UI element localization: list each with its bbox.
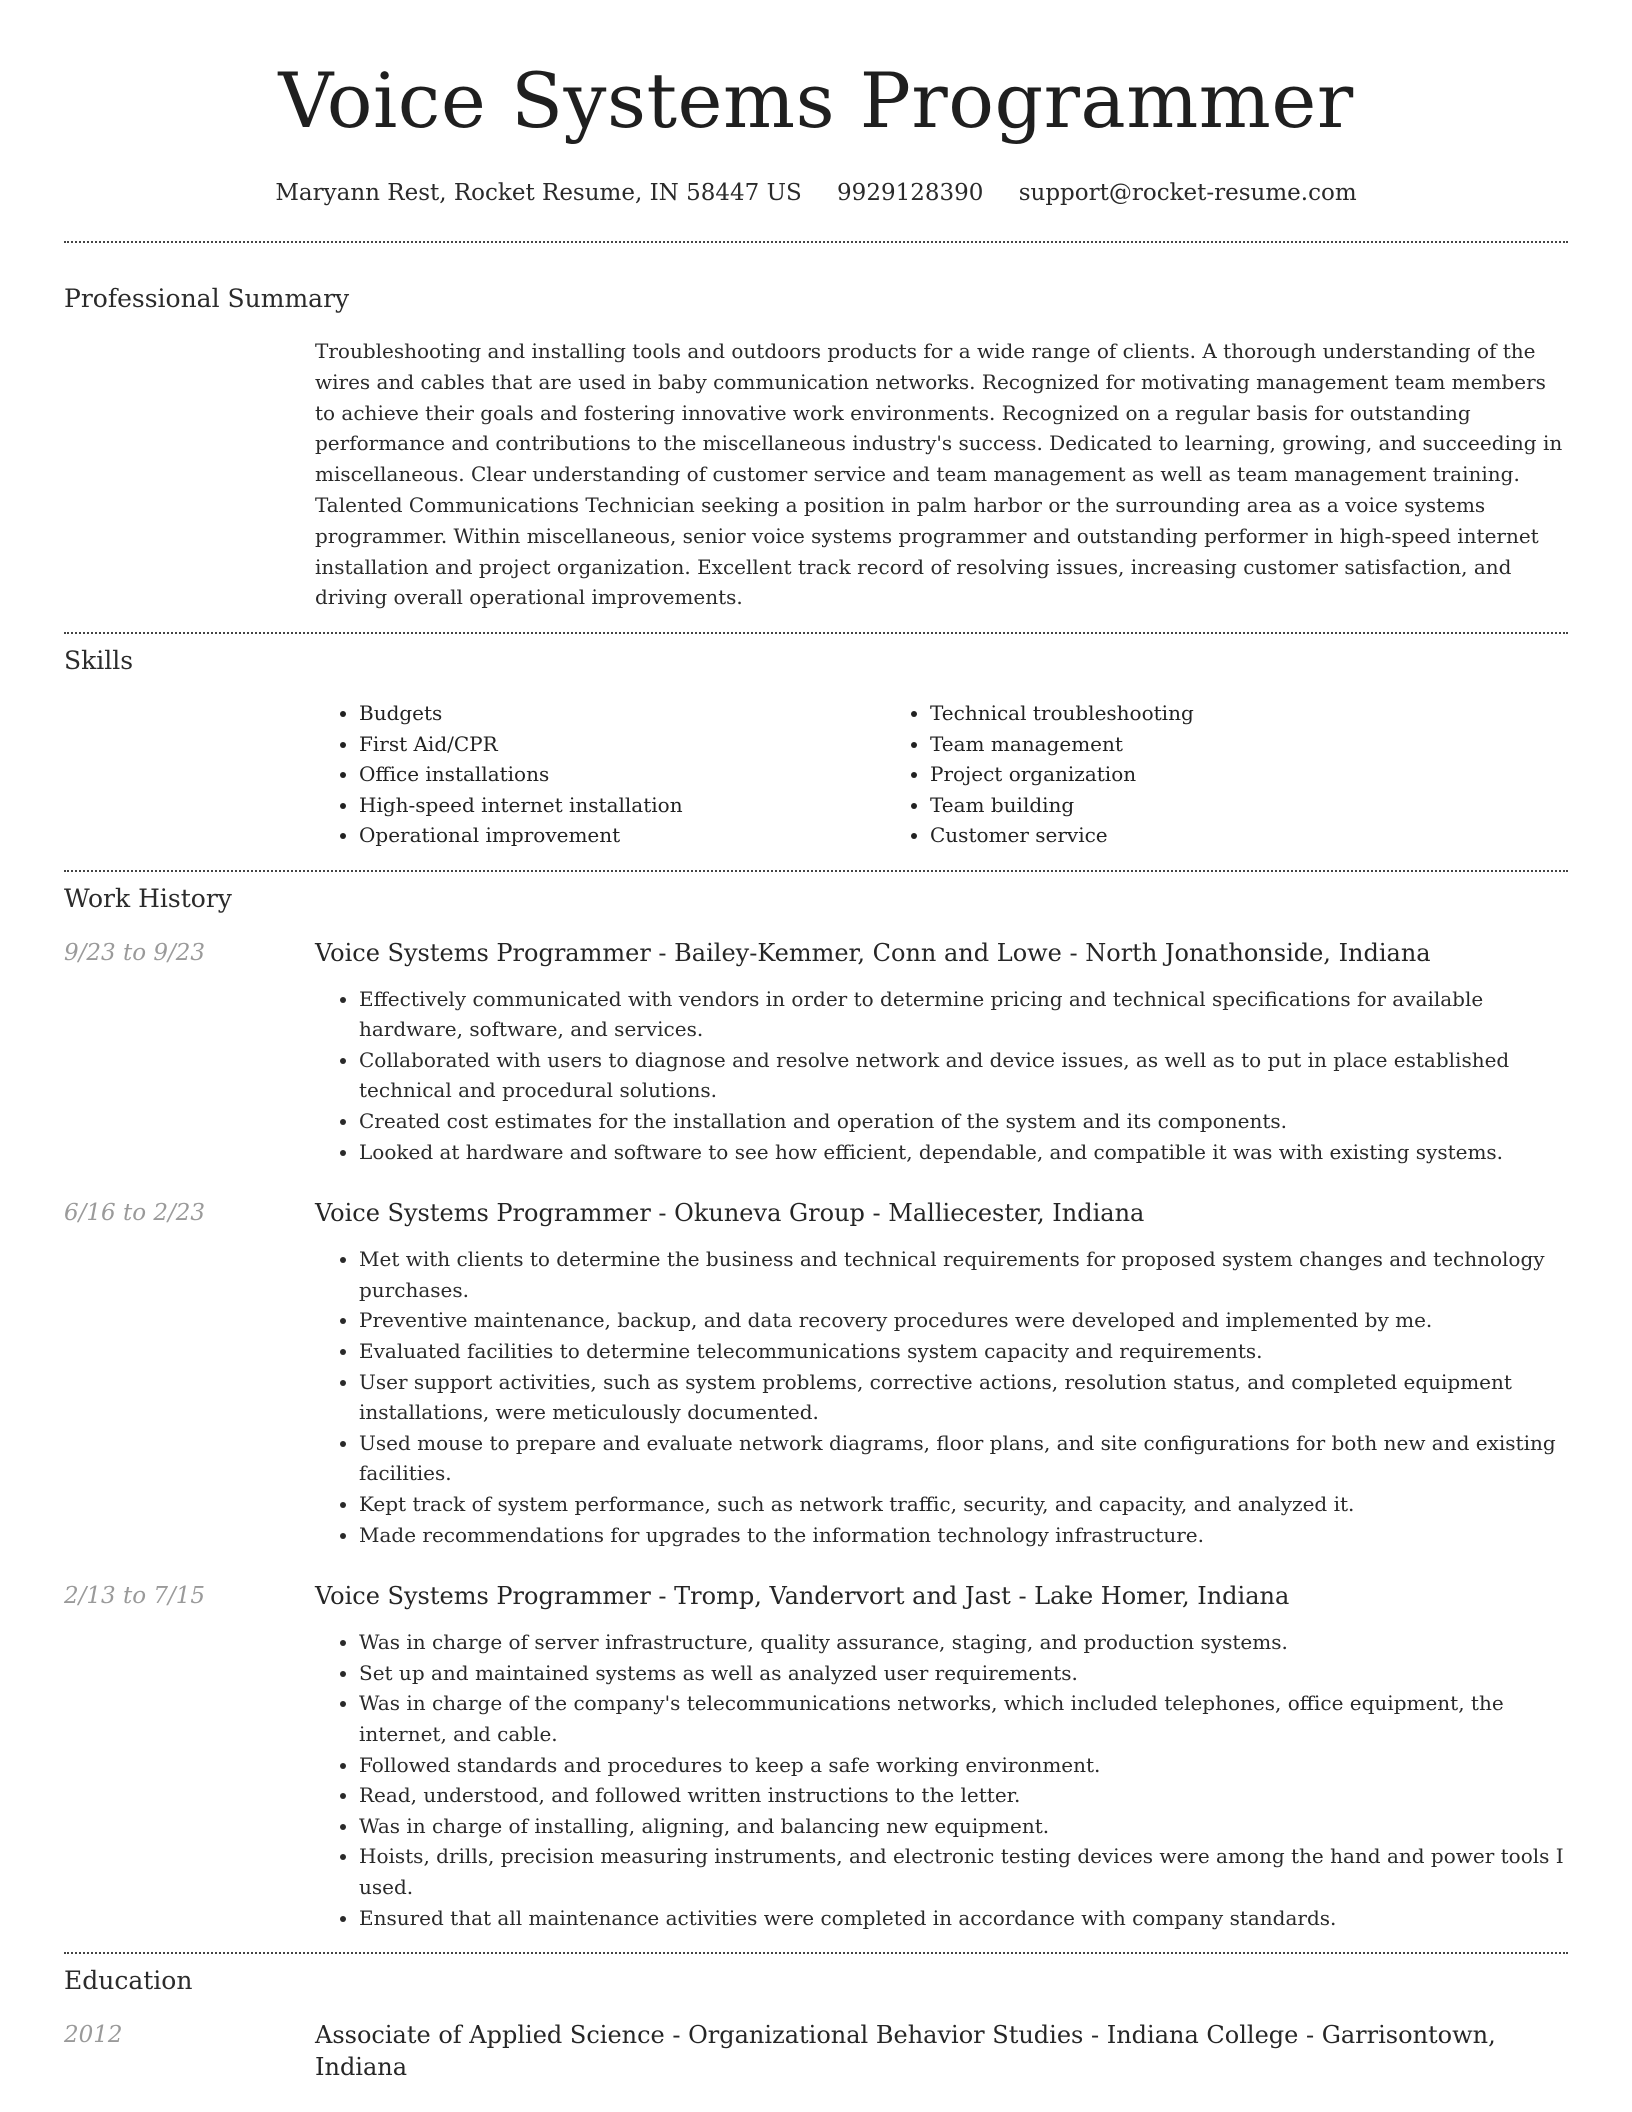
job-dates: 9/23 to 9/23 [64, 939, 206, 966]
section-divider [64, 632, 1568, 634]
job-bullets [315, 1244, 1568, 1550]
job-entry [64, 1580, 1568, 1933]
section-divider [64, 241, 1568, 243]
education-title: Associate of Applied Science - Organizational Behavior Studies - Indiana College - Garrisontown, Indiana [315, 2021, 1496, 2082]
skill-item: • First Aid/CPR [359, 729, 886, 760]
job-entry [64, 1197, 1568, 1550]
job-title: Voice Systems Programmer - Tromp, Vandervort and Jast - Lake Homer, Indiana [315, 1582, 1290, 1611]
skill-item: • High-speed internet installation [359, 790, 886, 821]
job-entry [64, 937, 1568, 1168]
work-history-heading: Work History [64, 883, 232, 913]
section-divider [64, 870, 1568, 872]
job-bullet: • Preventive maintenance, backup, and data recovery procedures were developed and implemented by me. [359, 1305, 1568, 1336]
summary-heading: Professional Summary [64, 284, 350, 313]
job-bullet: • Created cost estimates for the installation and operation of the system and its components. [359, 1106, 1568, 1137]
skills-list [315, 698, 1568, 851]
job-bullet: • Set up and maintained systems as well as analyzed user requirements. [359, 1658, 1568, 1689]
education-dates: 2012 [64, 2022, 123, 2049]
skills-column-left [315, 698, 886, 851]
job-bullet: • Followed standards and procedures to keep a safe working environment. [359, 1750, 1568, 1781]
skill-item: • Budgets [359, 698, 886, 729]
job-bullet: • Effectively communicated with vendors in order to determine pricing and technical specifications for available hardware, software, and services. [359, 984, 1568, 1045]
job-title: Voice Systems Programmer - Okuneva Group - Malliecester, Indiana [315, 1199, 1145, 1228]
skill-item: • Customer service [930, 820, 1457, 851]
contact-email: support@rocket-resume.com [1018, 180, 1357, 206]
job-bullet: • Evaluated facilities to determine telecommunications system capacity and requirements. [359, 1336, 1568, 1367]
contact-address: Maryann Rest, Rocket Resume, IN 58447 US [275, 180, 802, 206]
education-heading: Education [64, 1966, 193, 1996]
job-bullet: • Used mouse to prepare and evaluate network diagrams, floor plans, and site configurations for both new and existing facilities. [359, 1428, 1568, 1489]
skill-item: • Team management [930, 729, 1457, 760]
summary-text: Troubleshooting and installing tools and outdoors products for a wide range of clients. A thorough understanding of the wires and cables that are used in baby communication networks. Recognized for motivating management team members to achieve their goals and fostering innovative work environments. Recognized on a regular basis for outstanding performance and contributions to the miscellaneous industry's success. Dedicated to learning, growing, and succeeding in miscellaneous. Clear understanding of customer service and team management as well as team management training. Talented Communications Technician seeking a position in palm harbor or the surrounding area as a voice systems programmer. Within miscellaneous, senior voice systems programmer and outstanding performer in high-speed internet installation and project organization. Excellent track record of resolving issues, increasing customer satisfaction, and driving overall operational improvements. [315, 339, 1563, 610]
resume-title: Voice Systems Programmer [278, 56, 1354, 145]
job-bullet: • Met with clients to determine the business and technical requirements for proposed system changes and technology purchases. [359, 1244, 1568, 1305]
job-bullet: • Kept track of system performance, such as network traffic, security, and capacity, and analyzed it. [359, 1489, 1568, 1520]
job-bullet: • Was in charge of server infrastructure, quality assurance, staging, and production systems. [359, 1627, 1568, 1658]
job-bullet: • User support activities, such as system problems, corrective actions, resolution status, and completed equipment installations, were meticulously documented. [359, 1367, 1568, 1428]
job-dates: 6/16 to 2/23 [64, 1200, 206, 1227]
job-body [315, 1580, 1568, 1933]
job-bullet: • Was in charge of the company's telecommunications networks, which included telephones, office equipment, the internet, and cable. [359, 1688, 1568, 1749]
job-body [315, 937, 1568, 1168]
job-bullet: • Collaborated with users to diagnose and resolve network and device issues, as well as to put in place established technical and procedural solutions. [359, 1045, 1568, 1106]
job-bullet: • Read, understood, and followed written instructions to the letter. [359, 1780, 1568, 1811]
skills-heading: Skills [64, 646, 134, 676]
job-body [315, 1197, 1568, 1550]
skill-item: • Technical troubleshooting [930, 698, 1457, 729]
job-bullet: • Made recommendations for upgrades to the information technology infrastructure. [359, 1520, 1568, 1551]
skills-column-right [886, 698, 1457, 851]
job-bullet: • Ensured that all maintenance activities were completed in accordance with company standards. [359, 1903, 1568, 1934]
job-title: Voice Systems Programmer - Bailey-Kemmer, Conn and Lowe - North Jonathonside, Indiana [315, 938, 1431, 967]
contact-line [64, 178, 1568, 208]
contact-phone: 9929128390 [837, 180, 984, 206]
skill-item: • Operational improvement [359, 820, 886, 851]
job-bullet: • Was in charge of installing, aligning, and balancing new equipment. [359, 1811, 1568, 1842]
skill-item: • Office installations [359, 759, 886, 790]
education-entry [64, 2019, 1568, 2083]
skill-item: • Project organization [930, 759, 1457, 790]
job-bullet: • Hoists, drills, precision measuring instruments, and electronic testing devices were among the hand and power tools I used. [359, 1841, 1568, 1902]
job-bullets [315, 984, 1568, 1168]
section-divider [64, 1952, 1568, 1954]
job-bullets [315, 1627, 1568, 1933]
job-dates: 2/13 to 7/15 [64, 1583, 206, 1610]
education-body [315, 2019, 1568, 2083]
job-bullet: • Looked at hardware and software to see how efficient, dependable, and compatible it was with existing systems. [359, 1137, 1568, 1168]
skill-item: • Team building [930, 790, 1457, 821]
